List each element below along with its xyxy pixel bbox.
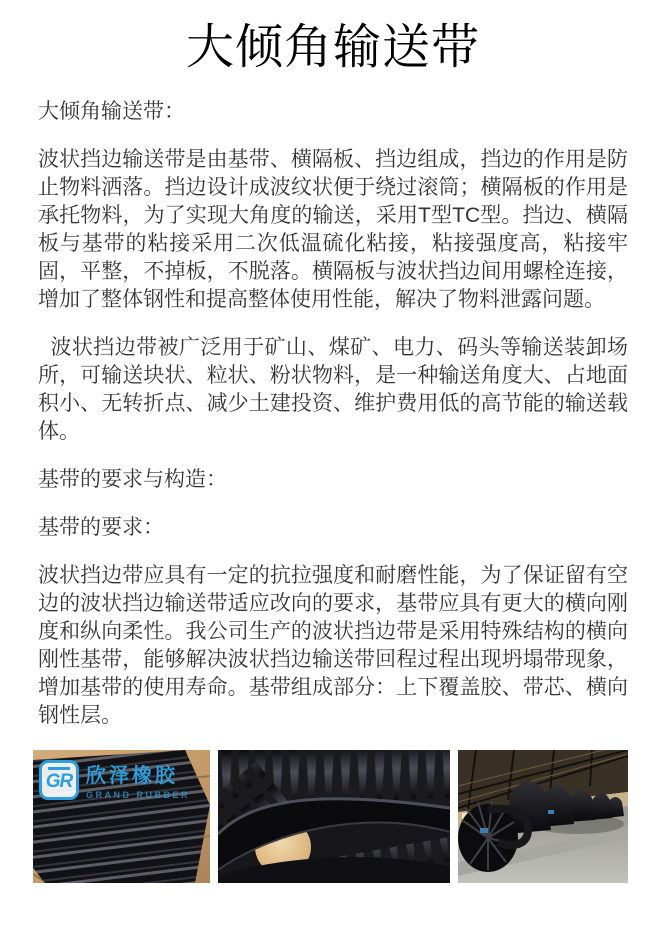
product-photo-factory-rolls xyxy=(458,750,628,883)
page-title: 大倾角输送带 xyxy=(185,21,480,74)
product-photo-belt-roll-closeup xyxy=(218,750,450,883)
gr-monogram-icon: GR xyxy=(39,760,79,800)
article-body xyxy=(0,98,666,730)
grand-rubber-watermark xyxy=(39,759,190,800)
paragraph-base-belt-subheading: 基带的要求： xyxy=(38,516,164,539)
paragraph-base-belt-requirements: 波状挡边带应具有一定的抗拉强度和耐磨性能，为了保证留有空边的波状挡边输送带适应改向的要求，基带应具有更大的横向刚度和纵向柔性。我公司生产的波状挡边带是采用特殊结构的横向刚性基带，能够解决波状挡边输送带回程过程出现坍塌带现象，增加基带的使用寿命。基带组成部分：上下覆盖胶、带芯、横向钢性层。 xyxy=(38,564,628,727)
brand-name-cn: 欣泽橡胶 xyxy=(86,765,178,787)
paragraph-intro-label: 大倾角输送带： xyxy=(38,100,185,123)
product-photo-sidewall-sheet xyxy=(33,750,210,883)
paragraph-base-belt-heading: 基带的要求与构造： xyxy=(38,468,227,491)
brand-name-en: GRAND RUBBER xyxy=(86,790,190,800)
product-page xyxy=(0,18,666,883)
paragraph-applications: 波状挡边带被广泛用于矿山、煤矿、电力、码头等输送装卸场所，可输送块状、粒状、粉状物料，是一种输送角度大、占地面积小、无转折点、减少土建投资、维护费用低的高节能的输送载体。 xyxy=(38,336,629,443)
paragraph-structure: 波状挡边输送带是由基带、横隔板、挡边组成，挡边的作用是防止物料洒落。挡边设计成波纹状便于绕过滚筒；横隔板的作用是承托物料，为了实现大角度的输送，采用T型TC型。挡边、横隔板与基带的粘接采用二次低温硫化粘接，粘接强度高，粘接牢固，平整，不掉板，不脱落。横隔板与波状挡边间用螺栓连接，增加了整体钢性和提高整体使用性能，解决了物料泄露问题。 xyxy=(38,148,628,311)
product-photo-row xyxy=(0,750,666,883)
